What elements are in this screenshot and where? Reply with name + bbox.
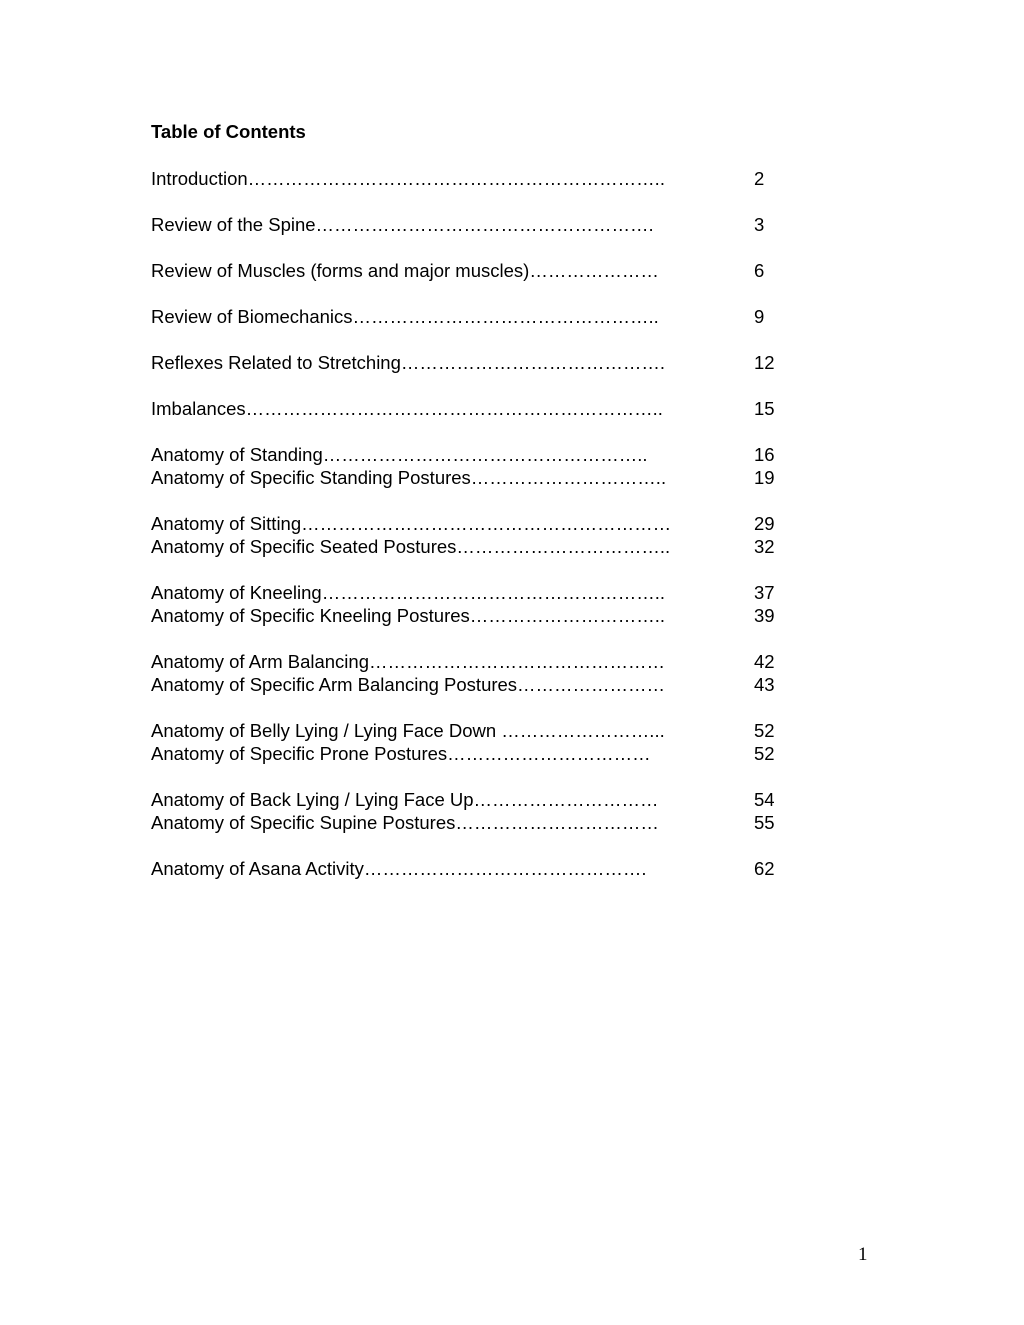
- toc-entry-page: 55: [754, 812, 775, 833]
- toc-entry-page: 62: [754, 858, 775, 879]
- toc-entry-label: Imbalances…………………………………………………………..: [151, 398, 663, 419]
- toc-group: [151, 305, 791, 328]
- toc-entry-label: Review of Muscles (forms and major muscles)…………………: [151, 260, 659, 281]
- toc-entry-label: Introduction…………………………………………………………..: [151, 168, 665, 189]
- toc-entry: [151, 213, 791, 236]
- toc-group: [151, 351, 791, 374]
- toc-entry: [151, 305, 791, 328]
- toc-title: Table of Contents: [151, 121, 306, 142]
- toc-entry-label: Anatomy of Standing……………………………………………..: [151, 444, 648, 465]
- toc-entry: [151, 719, 791, 742]
- toc-group: [151, 259, 791, 282]
- toc-group: [151, 719, 791, 765]
- toc-entry-label: Anatomy of Kneeling………………………………………………..: [151, 582, 665, 603]
- toc-entry-page: 54: [754, 789, 775, 810]
- toc-entry: [151, 535, 791, 558]
- toc-group: [151, 397, 791, 420]
- toc-entry-page: 37: [754, 582, 775, 603]
- toc-entry-label: Anatomy of Asana Activity……………………………………….: [151, 858, 647, 879]
- toc-entry-page: 12: [754, 352, 775, 373]
- toc-group: [151, 581, 791, 627]
- toc-entry-label: Reflexes Related to Stretching…………………………………….: [151, 352, 666, 373]
- toc-entry-page: 19: [754, 467, 775, 488]
- toc-entry: [151, 259, 791, 282]
- toc-entry: [151, 466, 791, 489]
- toc-entry: [151, 512, 791, 535]
- toc-entry: [151, 581, 791, 604]
- toc-entry-page: 43: [754, 674, 775, 695]
- toc-entry: [151, 673, 791, 696]
- toc-entry-label: Anatomy of Specific Seated Postures……………………………..: [151, 536, 671, 557]
- toc-entry: [151, 742, 791, 765]
- toc-group: [151, 213, 791, 236]
- toc-entry: [151, 811, 791, 834]
- toc-entry-page: 29: [754, 513, 775, 534]
- toc-entry-page: 3: [754, 214, 765, 235]
- toc-group: [151, 857, 791, 880]
- toc-group: [151, 788, 791, 834]
- toc-entry-label: Anatomy of Belly Lying / Lying Face Down ……………………...: [151, 720, 665, 741]
- toc-entry-page: 15: [754, 398, 775, 419]
- toc-list: [151, 167, 791, 903]
- toc-entry-label: Anatomy of Back Lying / Lying Face Up…………………………: [151, 789, 659, 810]
- toc-group: [151, 443, 791, 489]
- toc-group: [151, 512, 791, 558]
- toc-entry-page: 16: [754, 444, 775, 465]
- toc-entry-page: 32: [754, 536, 775, 557]
- toc-entry: [151, 167, 791, 190]
- toc-entry-page: 9: [754, 306, 765, 327]
- toc-entry-page: 42: [754, 651, 775, 672]
- toc-entry-page: 39: [754, 605, 775, 626]
- toc-entry-page: 2: [754, 168, 765, 189]
- toc-entry-label: Anatomy of Arm Balancing…………………………………………: [151, 651, 665, 672]
- toc-group: [151, 650, 791, 696]
- toc-entry-page: 52: [754, 743, 775, 764]
- toc-entry: [151, 351, 791, 374]
- toc-entry-label: Anatomy of Specific Kneeling Postures…………………………..: [151, 605, 666, 626]
- toc-entry: [151, 443, 791, 466]
- toc-entry-label: Anatomy of Specific Supine Postures……………………………: [151, 812, 659, 833]
- toc-entry: [151, 650, 791, 673]
- toc-entry-label: Anatomy of Specific Standing Postures…………………………..: [151, 467, 667, 488]
- toc-entry-page: 52: [754, 720, 775, 741]
- toc-group: [151, 167, 791, 190]
- toc-entry-label: Review of Biomechanics…………………………………………..: [151, 306, 659, 327]
- toc-entry-label: Anatomy of Sitting……………………………………………………: [151, 513, 672, 534]
- toc-entry-page: 6: [754, 260, 765, 281]
- toc-entry-label: Anatomy of Specific Prone Postures……………………………: [151, 743, 651, 764]
- toc-entry-label: Review of the Spine……………………………………………….: [151, 214, 654, 235]
- toc-entry-label: Anatomy of Specific Arm Balancing Postures……………………: [151, 674, 666, 695]
- page-number: 1: [858, 1244, 868, 1265]
- toc-entry: [151, 397, 791, 420]
- toc-entry: [151, 857, 791, 880]
- toc-entry: [151, 604, 791, 627]
- toc-entry: [151, 788, 791, 811]
